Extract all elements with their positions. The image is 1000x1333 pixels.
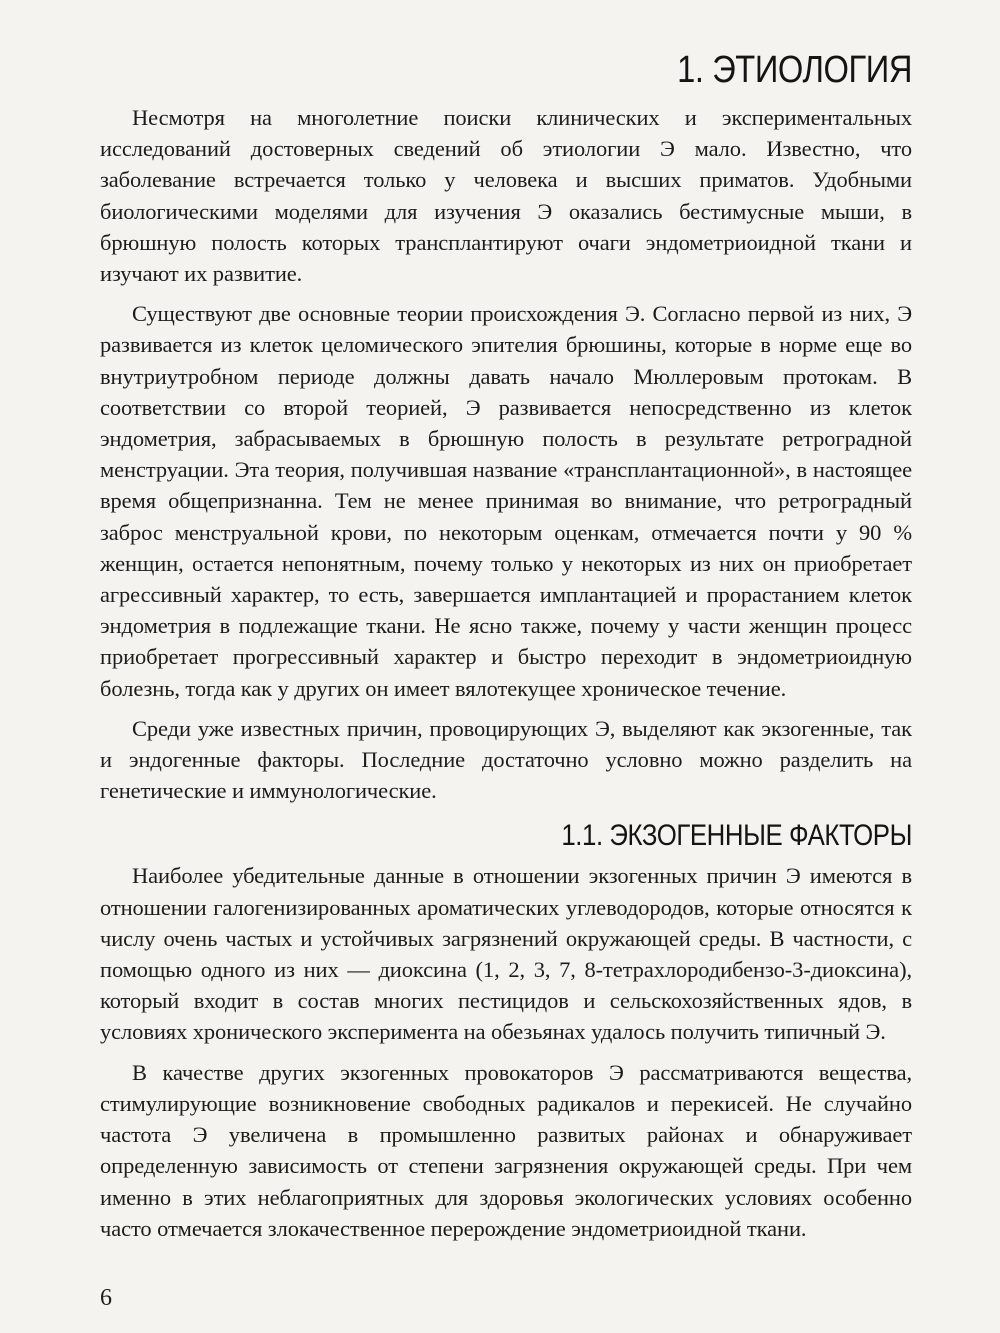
section-paragraph: В качестве других экзогенных провокаторов Э рассматриваются вещества, стимулирующие возникновение свободных радикалов и перекисей. Не случайно частота Э увеличена в промышленно развитых районах и обнаруживает определенную зависимость от степени загрязнения окружающей среды. При чем именно в этих неблагоприятных для здоровья экологических условиях особенно часто отмечается злокачественное перерождение эндометриоидной ткани.: [100, 1059, 912, 1241]
page-number: 6: [100, 1285, 112, 1311]
page-content: [100, 46, 912, 1253]
section-title: 1.1. ЭКЗОГЕННЫЕ ФАКТОРЫ: [561, 819, 912, 853]
chapter-paragraph: Среди уже известных причин, провоцирующих Э, выделяют как экзогенные, так и эндогенные факторы. Последние достаточно условно можно разделить на генетические и иммунологические.: [100, 715, 912, 804]
chapter-paragraph: Несмотря на многолетние поиски клинических и экспериментальных исследований достоверных сведений об этиологии Э мало. Известно, что заболевание встречается только у человека и высших приматов. Удобными биологическими моделями для изучения Э оказались бестимусные мыши, в брюшную полость которых трансплантируют очаги эндометриоидной ткани и изучают их развитие.: [100, 105, 912, 287]
chapter-title: 1. ЭТИОЛОГИЯ: [677, 49, 912, 91]
section-paragraph: Наиболее убедительные данные в отношении экзогенных причин Э имеются в отношении галогенизированных ароматических углеводородов, которые относятся к числу очень частых и устойчивых загрязнений окружающей среды. В частности, с помощью одного из них — диоксина (1, 2, 3, 7, 8-тетрахлородибензо-3-диоксина), который входит в состав многих пестицидов и сельскохозяйственных ядов, в условиях хронического эксперимента на обезьянах удалось получить типичный Э.: [100, 863, 912, 1045]
chapter-paragraph: Существуют две основные теории происхождения Э. Согласно первой из них, Э развивается из клеток целомического эпителия брюшины, которые в норме еще во внутриутробном периоде должны давать начало Мюллеровым протокам. В соответствии со второй теорией, Э развивается непосредственно из клеток эндометрия, забрасываемых в брюшную полость в результате ретроградной менструации. Эта теория, получившая название «трансплантационной», в настоящее время общепризнанна. Тем не менее принимая во внимание, что ретроградный заброс менструальной крови, по некоторым оценкам, отмечается почти у 90 % женщин, остается непонятным, почему только у некоторых из них он приобретает агрессивный характер, то есть, завершается имплантацией и прорастанием клеток эндометрия в подлежащие ткани. Не ясно также, почему у части женщин процесс приобретает прогрессивный характер и быстро переходит в эндометриоидную болезнь, тогда как у других он имеет вялотекущее хроническое течение.: [100, 301, 912, 701]
